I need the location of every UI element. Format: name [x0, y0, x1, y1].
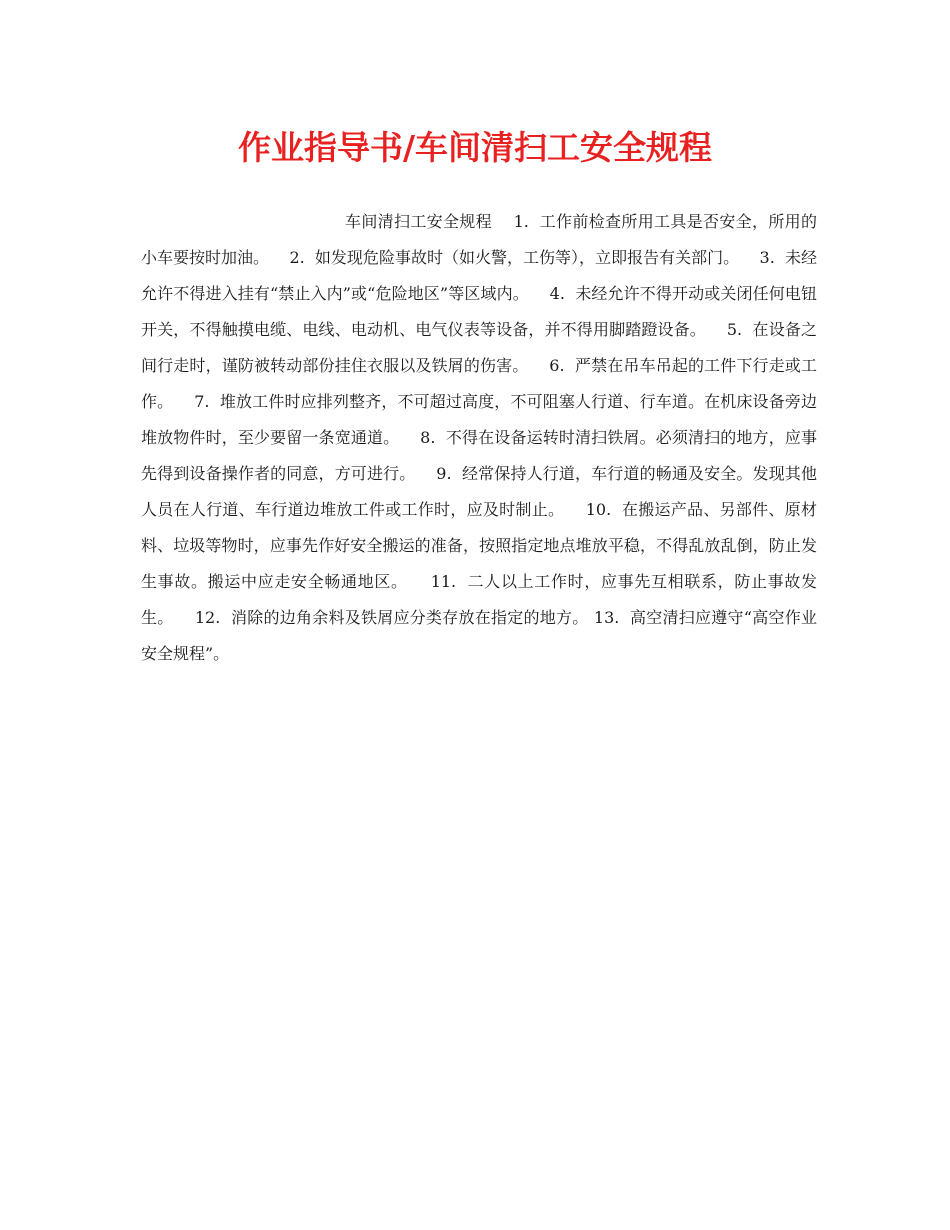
- document-title: 作业指导书/车间清扫工安全规程: [237, 128, 713, 167]
- document-body-text: 车间清扫工安全规程 1. 工作前检查所用工具是否安全，所用的小车要按时加油。 2. 如发现危险事故时（如火警，工伤等），立即报告有关部门。 3. 未经允许不得进入挂有“禁止入内”或“危险地区”等区域内。 4. 未经允许不得开动或关闭任何电钮开关，不得触摸电缆、电线、电动机、电气仪表等设备，并不得用脚踏蹬设备。 5. 在设备之间行走时，谨防被转动部份挂住衣服以及铁屑的伤害。 6. 严禁在吊车吊起的工件下行走或工作。 7. 堆放工件时应排列整齐，不可超过高度，不可阻塞人行道、行车道。在机床设备旁边堆放物件时，至少要留一条宽通道。 8. 不得在设备运转时清扫铁屑。必须清扫的地方，应事先得到设备操作者的同意，方可进行。 9. 经常保持人行道，车行道的畅通及安全。发现其他人员在人行道、车行道边堆放工件或工作时，应及时制止。 10. 在搬运产品、另部件、原材料、垃圾等物时，应事先作好安全搬运的准备，按照指定地点堆放平稳，不得乱放乱倒，防止发生事故。搬运中应走安全畅通地区。 11. 二人以上工作时，应事先互相联系，防止事故发生。 12. 消除的边角余料及铁屑应分类存放在指定的地方。 13. 高空清扫应遵守“高空作业安全规程”。: [141, 212, 817, 663]
